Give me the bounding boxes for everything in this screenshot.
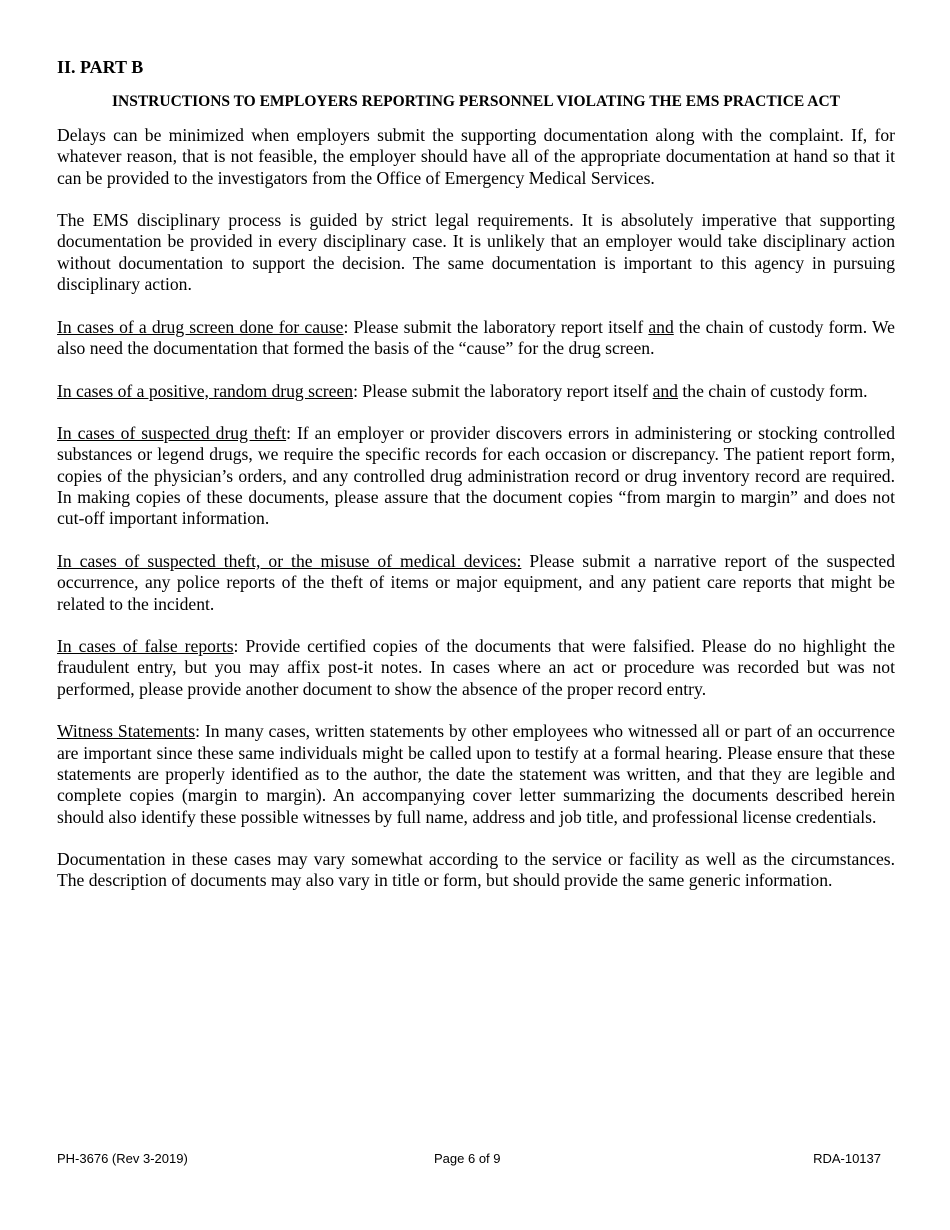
paragraph-text: : Provide certified copies of the documents that were falsified. Please do no highlight the fraudulent entry, but you may affix post-it notes. In cases where an act or procedure was recorded but was not performed, please provide another document to show the absence of the proper record entry.	[57, 636, 895, 699]
page-number: Page 6 of 9	[434, 1151, 501, 1166]
paragraph-heading: In cases of suspected theft, or the misuse of medical devices:	[57, 550, 522, 571]
paragraph-false-reports	[57, 636, 895, 700]
document-page	[57, 56, 895, 913]
paragraph-heading: Witness Statements	[57, 721, 196, 742]
section-title: II. PART B	[57, 57, 144, 77]
paragraph-witness-statements	[57, 721, 895, 827]
paragraph-drug-screen-cause	[57, 317, 895, 360]
paragraph-documentation: Documentation in these cases may vary somewhat according to the service or facility as well as the circumstances. The description of documents may also vary in title or form, but should provide the same generic information.	[57, 849, 895, 891]
paragraph-drug-theft	[57, 423, 895, 529]
paragraph-heading: In cases of a drug screen done for cause	[57, 316, 344, 337]
paragraph-text: : Please submit the laboratory report itself	[353, 380, 653, 401]
document-id: RDA-10137	[813, 1151, 881, 1166]
paragraph-text: Please submit a narrative report of the suspected occurrence, any police reports of the theft of items or major equipment, and any patient care reports that might be related to the incident.	[57, 550, 895, 614]
paragraph-random-drug-screen	[57, 381, 895, 402]
subtitle: INSTRUCTIONS TO EMPLOYERS REPORTING PERSONNEL VIOLATING THE EMS PRACTICE ACT	[112, 93, 840, 110]
paragraph-text: : If an employer or provider discovers errors in administering or stocking controlled substances or legend drugs, we require the specific records for each occasion or discrepancy. The patient report form, copies of the physician’s orders, and any controlled drug administration record or drug inventory record are required. In making copies of these documents, please assure that the document copies “from margin to margin” and does not cut-off important information.	[57, 423, 895, 529]
emphasis: and	[648, 316, 674, 337]
paragraph-text: the chain of custody form.	[677, 380, 868, 401]
paragraph-device-theft	[57, 551, 895, 615]
paragraph-disciplinary-process: The EMS disciplinary process is guided by strict legal requirements. It is absolutely imperative that supporting documentation be provided in every disciplinary case. It is unlikely that an employer would take disciplinary action without documentation to support the decision. The same documentation is important to this agency in pursuing disciplinary action.	[57, 210, 895, 295]
paragraph-delays: Delays can be minimized when employers submit the supporting documentation along with the complaint. If, for whatever reason, that is not feasible, the employer should have all of the appropriate documentation at hand so that it can be provided to the investigators from the Office of Emergency Medical Services.	[57, 125, 895, 188]
paragraph-text: the chain of custody form. We also need the documentation that formed the basis of the “cause” for the drug screen.	[57, 316, 895, 358]
paragraph-text: : Please submit the laboratory report itself	[343, 316, 649, 337]
emphasis: and	[652, 380, 678, 401]
paragraph-heading: In cases of false reports	[57, 636, 234, 657]
paragraph-heading: In cases of suspected drug theft	[57, 423, 287, 444]
paragraph-heading: In cases of a positive, random drug screen	[57, 380, 354, 401]
paragraph-text: : In many cases, written statements by other employees who witnessed all or part of an occurrence are important since these same individuals might be called upon to testify at a formal hearing. Please ensure that these statements are properly identified as to the author, the date the statement was written, and that they are legible and complete copies (margin to margin). An accompanying cover letter summarizing the documents described herein should also identify these possible witnesses by full name, address and job title, and professional license credentials.	[57, 721, 895, 827]
form-number: PH-3676 (Rev 3-2019)	[57, 1151, 188, 1166]
